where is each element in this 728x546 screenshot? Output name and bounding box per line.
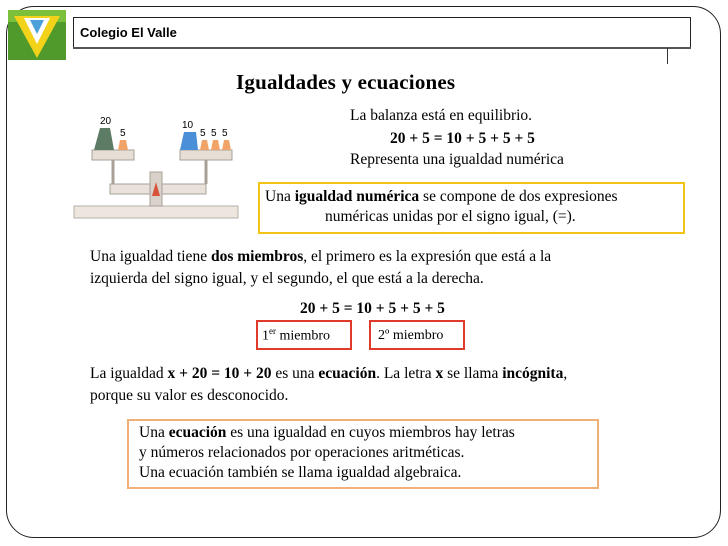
weight-label-5: 5 xyxy=(222,128,228,139)
page-title: Igualdades y ecuaciones xyxy=(236,70,456,94)
equation-line-1: La igualdad x + 20 = 10 + 20 es una ecuación. La letra x se llama incógnita, xyxy=(90,365,568,382)
weight-label-5: 5 xyxy=(120,128,126,139)
intro-line-3: Representa una igualdad numérica xyxy=(350,151,564,168)
first-member-label: 1er miembro xyxy=(262,326,331,344)
summary-line-3: Una ecuación también se llama igualdad algebraica. xyxy=(139,464,462,481)
school-logo xyxy=(4,8,70,62)
school-name: Colegio El Valle xyxy=(80,25,177,40)
balance-scale-illustration xyxy=(70,110,240,222)
members-line-1: Una igualdad tiene dos miembros, el primero es la expresión que está a la xyxy=(90,248,552,265)
definition-line-1: Una igualdad numérica se compone de dos expresiones xyxy=(265,188,618,205)
weight-label-20: 20 xyxy=(100,116,112,127)
members-line-2: izquierda del signo igual, y el segundo, el que está a la derecha. xyxy=(90,270,484,287)
weight-label-5: 5 xyxy=(200,128,206,139)
header-underline xyxy=(73,47,691,49)
header-divider xyxy=(667,48,668,64)
intro-line-1: La balanza está en equilibrio. xyxy=(350,107,533,124)
weight-label-10: 10 xyxy=(182,120,194,131)
definition-line-2: numéricas unidas por el signo igual, (=). xyxy=(325,208,576,225)
second-member-label: 2º miembro xyxy=(378,328,444,343)
intro-equation: 20 + 5 = 10 + 5 + 5 + 5 xyxy=(390,130,535,147)
summary-line-2: y números relacionados por operaciones aritméticas. xyxy=(139,444,465,461)
weight-label-5: 5 xyxy=(211,128,217,139)
summary-line-1: Una ecuación es una igualdad en cuyos miembros hay letras xyxy=(139,424,515,441)
members-equation: 20 + 5 = 10 + 5 + 5 + 5 xyxy=(300,300,445,317)
equation-line-2: porque su valor es desconocido. xyxy=(90,387,289,404)
